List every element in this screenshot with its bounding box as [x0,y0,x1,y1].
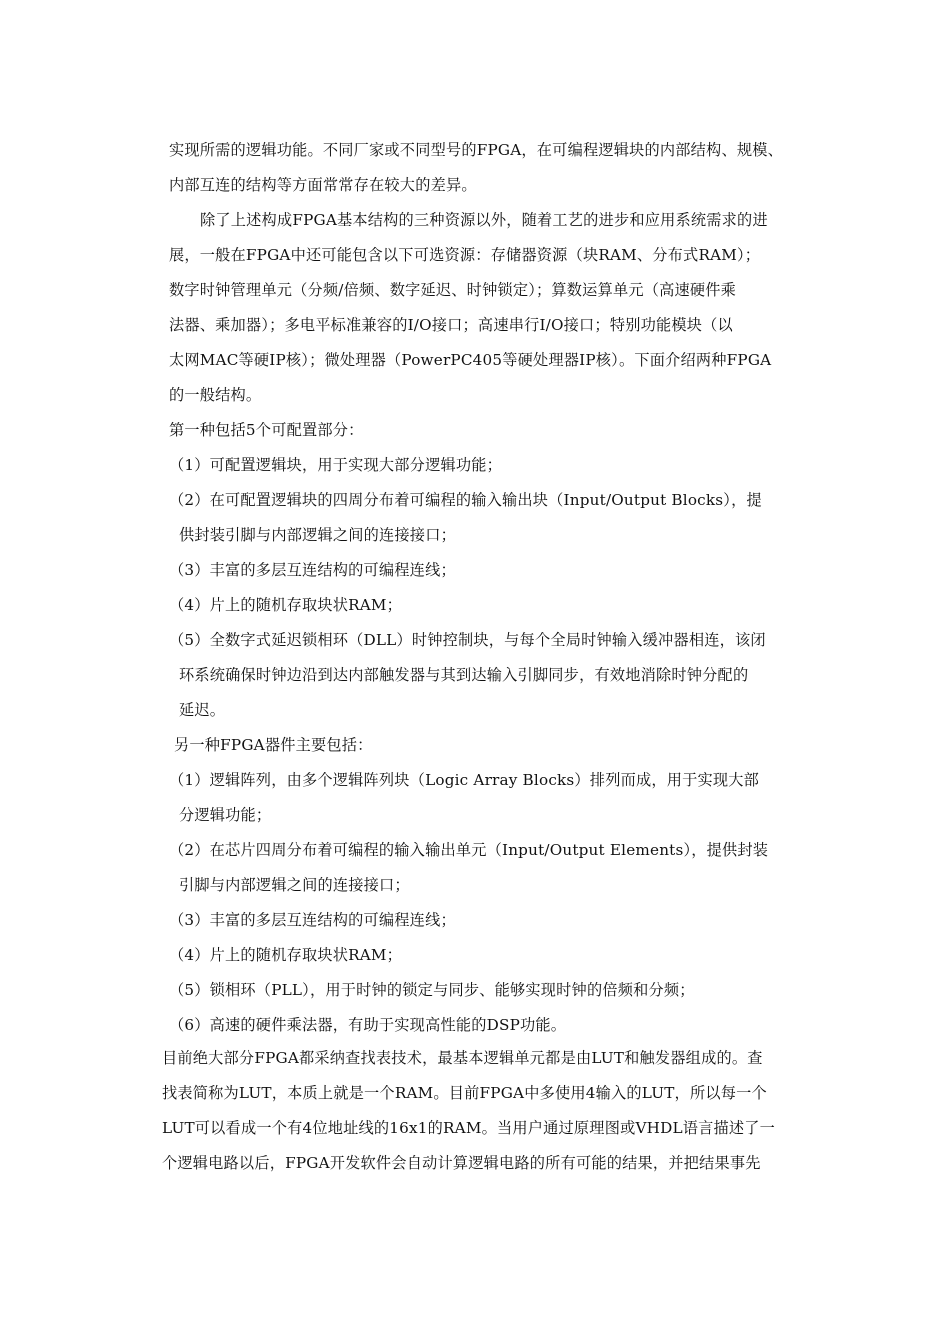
text-line: 除了上述构成FPGA基本结构的三种资源以外，随着工艺的进步和应用系统需求的进 [200,211,768,229]
text-line: （5）锁相环（PLL），用于时钟的锁定与同步、能够实现时钟的倍频和分频； [169,981,695,999]
text-line: 延迟。 [179,701,226,719]
text-line: （3）丰富的多层互连结构的可编程连线； [169,911,456,929]
text-line: 太网MAC等硬IP核）；微处理器（PowerPC405等硬处理器IP核）。下面介绍两种FPGA [169,351,772,369]
text-line: （3）丰富的多层互连结构的可编程连线； [169,561,456,579]
text-line: 环系统确保时钟边沿到达内部触发器与其到达输入引脚同步，有效地消除时钟分配的 [179,666,749,684]
text-line: 法器、乘加器）；多电平标准兼容的I/O接口；高速串行I/O接口；特别功能模块（以 [169,316,733,334]
text-line: 第一种包括5个可配置部分： [169,421,364,439]
text-line: LUT可以看成一个有4位地址线的16x1的RAM。当用户通过原理图或VHDL语言描述了一 [162,1119,776,1137]
text-line: 展，一般在FPGA中还可能包含以下可选资源：存储器资源（块RAM、分布式RAM）； [169,246,761,264]
text-line: （2）在可配置逻辑块的四周分布着可编程的输入输出块（Input/Output Blocks），提 [169,491,762,509]
text-line: （6）高速的硬件乘法器，有助于实现高性能的DSP功能。 [169,1016,567,1034]
text-line: （1）可配置逻辑块，用于实现大部分逻辑功能； [169,456,503,474]
text-line: 找表简称为LUT，本质上就是一个RAM。目前FPGA中多使用4输入的LUT，所以每一个 [162,1084,767,1102]
text-line: 目前绝大部分FPGA都采纳查找表技术，最基本逻辑单元都是由LUT和触发器组成的。查 [162,1049,763,1067]
text-line: 的一般结构。 [169,386,262,404]
text-line: 引脚与内部逻辑之间的连接接口； [179,876,410,894]
text-line: 数字时钟管理单元（分频/倍频、数字延迟、时钟锁定）；算数运算单元（高速硬件乘 [169,281,737,299]
text-line: （4）片上的随机存取块状RAM； [169,596,403,614]
text-line: 个逻辑电路以后，FPGA开发软件会自动计算逻辑电路的所有可能的结果，并把结果事先 [162,1154,761,1172]
text-line: （5）全数字式延迟锁相环（DLL）时钟控制块，与每个全局时钟输入缓冲器相连，该闭 [169,631,766,649]
text-line: （2）在芯片四周分布着可编程的输入输出单元（Input/Output Elements），提供封装 [169,841,769,859]
text-line: （4）片上的随机存取块状RAM； [169,946,403,964]
text-line: 另一种FPGA器件主要包括： [174,736,373,754]
text-line: 分逻辑功能； [179,806,272,824]
text-line: 供封装引脚与内部逻辑之间的连接接口； [179,526,456,544]
text-line: （1）逻辑阵列，由多个逻辑阵列块（Logic Array Blocks）排列而成，用于实现大部 [169,771,760,789]
text-line: 实现所需的逻辑功能。不同厂家或不同型号的FPGA，在可编程逻辑块的内部结构、规模、 [169,141,783,159]
text-line: 内部互连的结构等方面常常存在较大的差异。 [169,176,477,194]
